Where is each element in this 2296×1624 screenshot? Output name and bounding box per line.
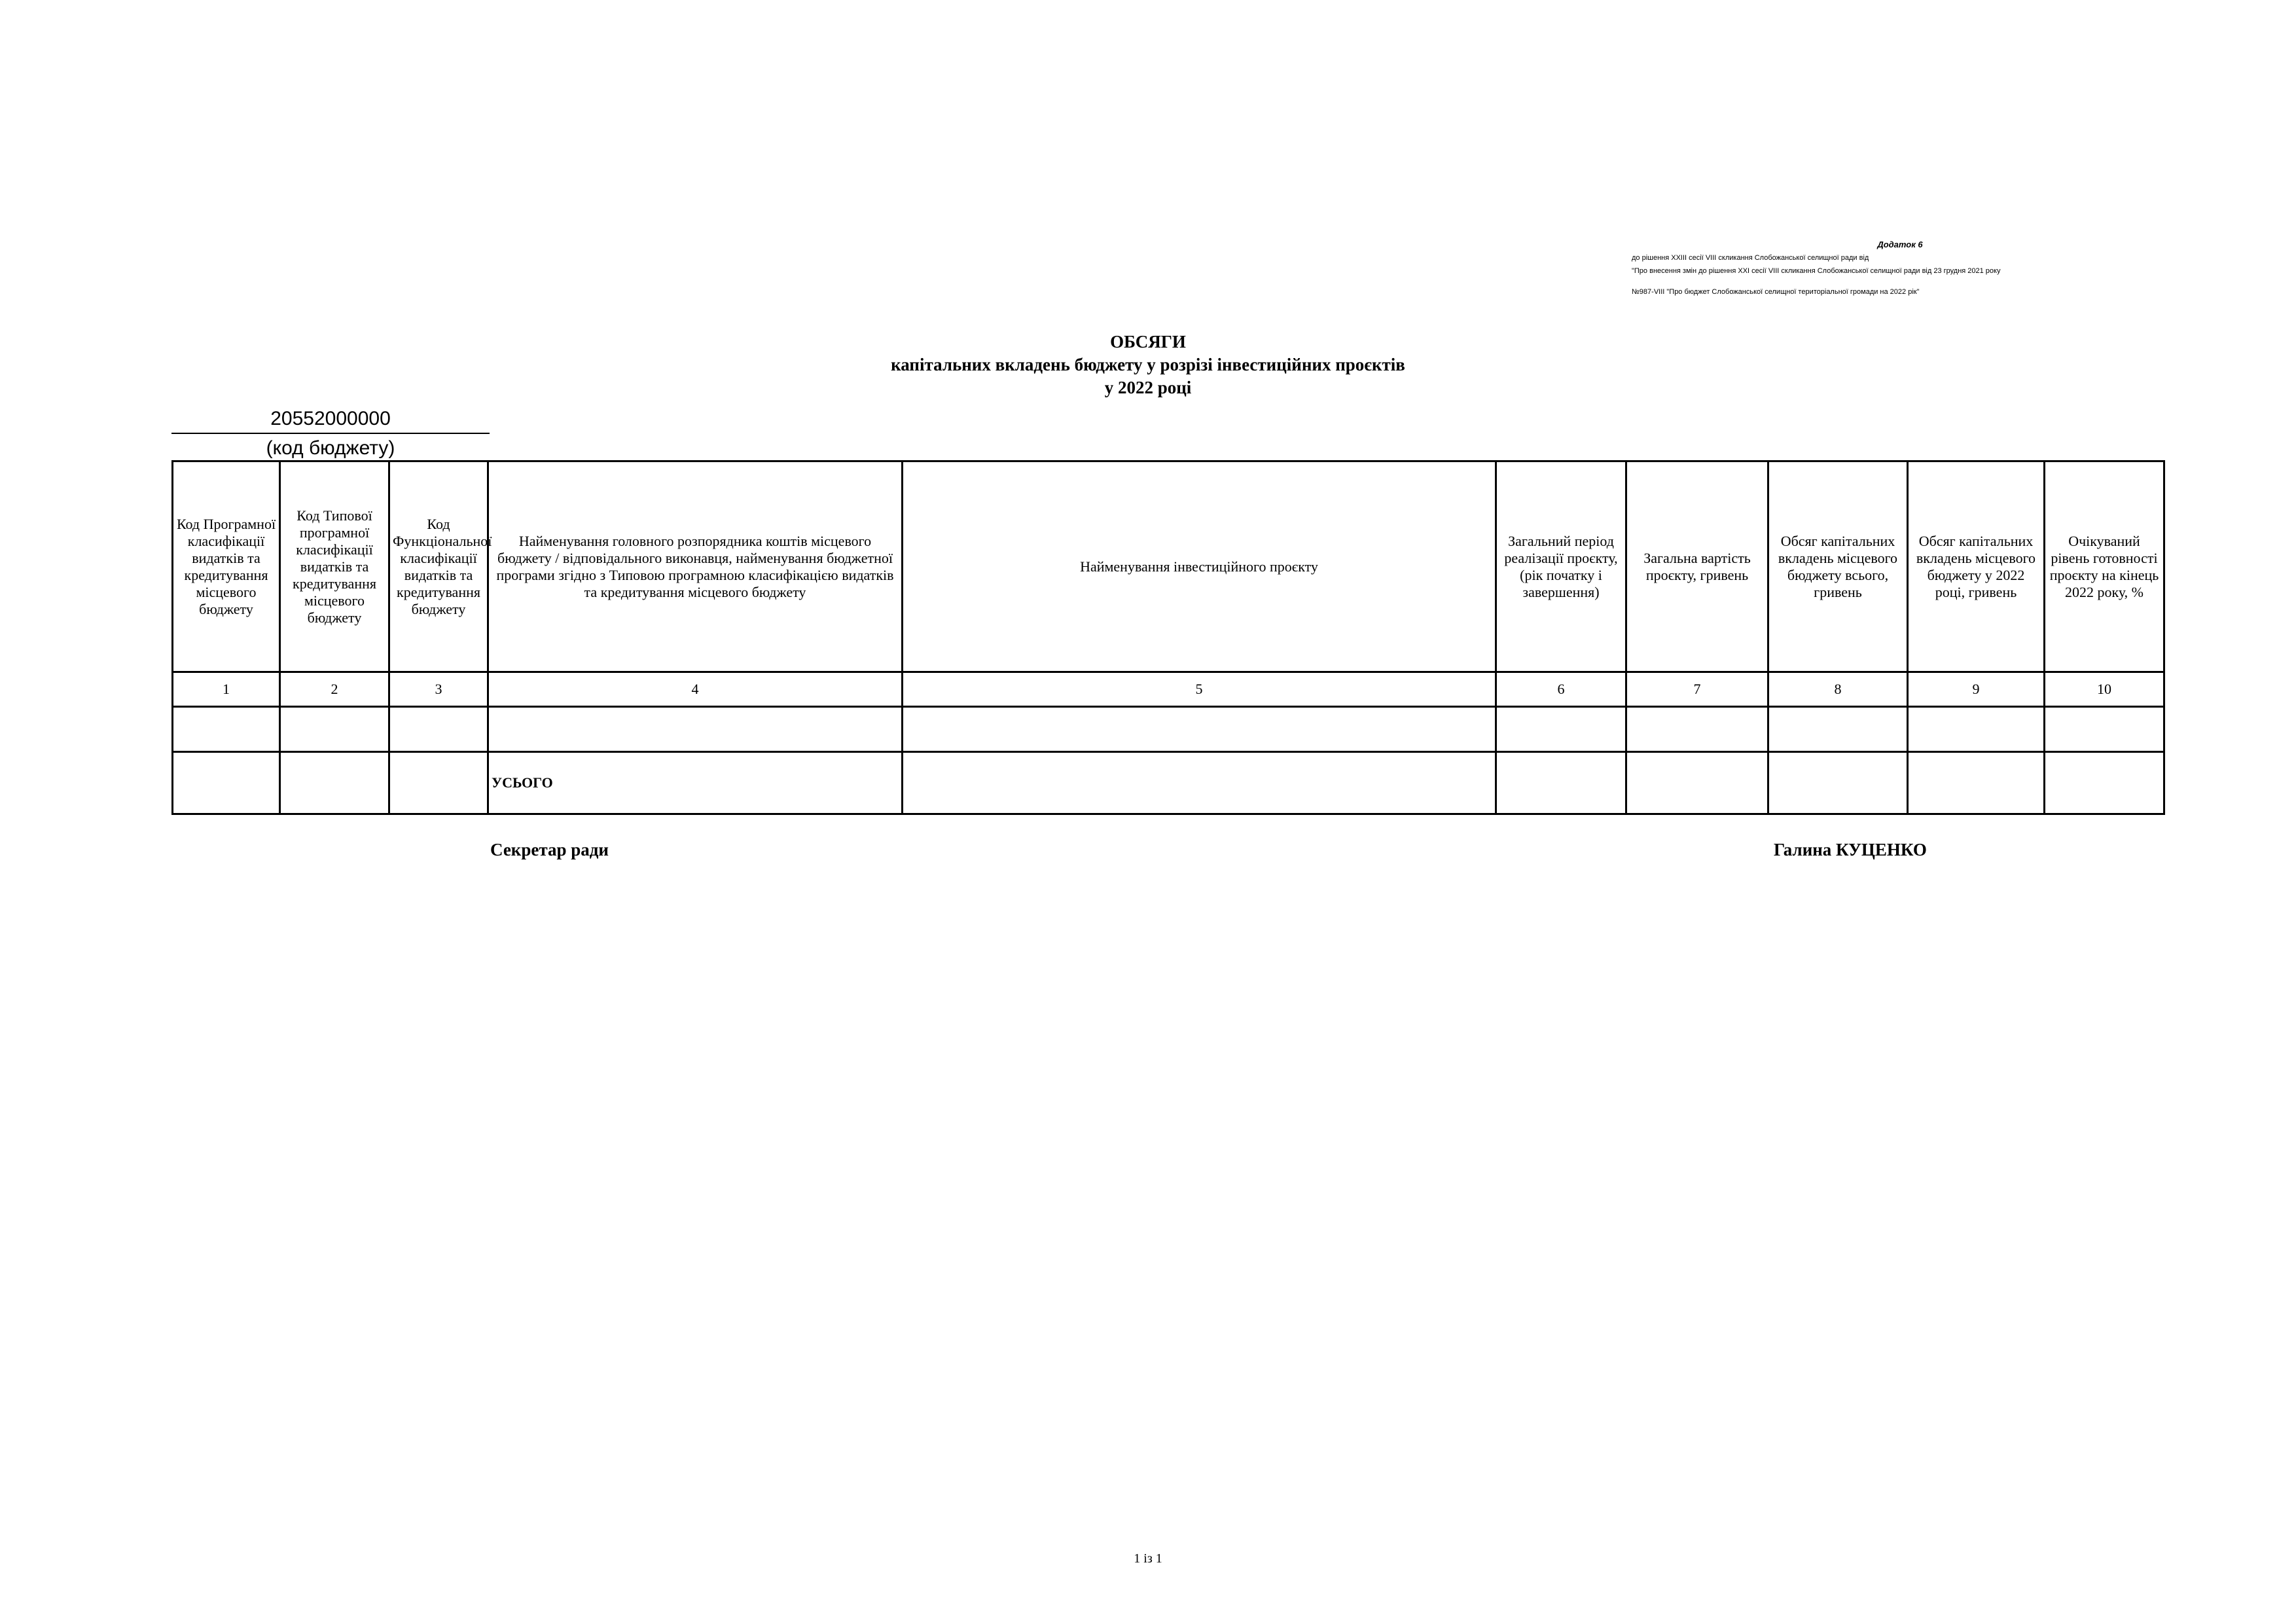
column-number: 5 (903, 672, 1496, 707)
title-line-2: капітальних вкладень бюджету у розрізі інвестиційних проєктів (891, 355, 1405, 374)
title-line-3: у 2022 році (1104, 378, 1192, 397)
annex-line-3: №987-VIII "Про бюджет Слобожанської селищної територіальної громади на 2022 рік" (1632, 288, 1920, 296)
annex-title: Додаток 6 (1877, 240, 1923, 249)
budget-code: 20552000000 (171, 406, 490, 434)
annex-note (1632, 238, 2168, 298)
total-label: УСЬОГО (488, 752, 903, 814)
signature-position: Секретар ради (490, 840, 609, 859)
column-number: 10 (2045, 672, 2164, 707)
table-cell (1496, 707, 1626, 752)
header-cell: Обсяг капітальних вкладень місцевого бюджету у 2022 році, гривень (1908, 461, 2045, 672)
header-cell: Обсяг капітальних вкладень місцевого бюджету всього, гривень (1768, 461, 1908, 672)
table-cell (1908, 752, 2045, 814)
column-number-row (173, 672, 2164, 707)
table-cell (2045, 752, 2164, 814)
column-number: 4 (488, 672, 903, 707)
table-cell (903, 707, 1496, 752)
table-cell (389, 752, 488, 814)
table-cell (173, 707, 280, 752)
header-cell: Код Типової програмної класифікації видатків та кредитування місцевого бюджету (280, 461, 389, 672)
column-number: 9 (1908, 672, 2045, 707)
table-cell (1908, 707, 2045, 752)
annex-line-1: до рішення XXIII сесії VIII скликання Слобожанської селищної ради від (1632, 254, 1869, 262)
table-cell (1626, 752, 1768, 814)
header-cell: Найменування головного розпорядника коштів місцевого бюджету / відповідального виконавця, найменування бюджетної програми згідно з Типовою програмною класифікацією видатків та кредитування місцевого бюджету (488, 461, 903, 672)
header-cell: Загальний період реалізації проєкту, (рік початку і завершення) (1496, 461, 1626, 672)
table-row (173, 707, 2164, 752)
budget-code-caption: (код бюджету) (266, 437, 395, 459)
table-cell (1626, 707, 1768, 752)
header-cell: Очікуваний рівень готовності проєкту на кінець 2022 року, % (2045, 461, 2164, 672)
header-cell: Найменування інвестиційного проєкту (903, 461, 1496, 672)
table-cell (280, 707, 389, 752)
table-cell (488, 707, 903, 752)
column-number: 2 (280, 672, 389, 707)
table-cell (389, 707, 488, 752)
header-cell: Код Програмної класифікації видатків та кредитування місцевого бюджету (173, 461, 280, 672)
total-row (173, 752, 2164, 814)
header-cell: Загальна вартість проєкту, гривень (1626, 461, 1768, 672)
table-cell (2045, 707, 2164, 752)
annex-line-2: "Про внесення змін до рішення XXI сесії VIII скликання Слобожанської селищної ради від 23 грудня 2021 року (1632, 267, 2001, 275)
title-line-1: ОБСЯГИ (1110, 332, 1186, 352)
investment-projects-table (171, 460, 2165, 815)
column-number: 1 (173, 672, 280, 707)
table-cell (173, 752, 280, 814)
header-cell: Код Функціональної класифікації видатків та кредитування бюджету (389, 461, 488, 672)
signature-name: Галина КУЦЕНКО (1774, 840, 1927, 859)
table-cell (1768, 707, 1908, 752)
column-number: 3 (389, 672, 488, 707)
table-cell (903, 752, 1496, 814)
table-header-row (173, 461, 2164, 672)
column-number: 8 (1768, 672, 1908, 707)
table-cell (1496, 752, 1626, 814)
document-title (0, 331, 2296, 399)
table-cell (280, 752, 389, 814)
table-cell (1768, 752, 1908, 814)
page-number: 1 із 1 (1134, 1551, 1162, 1566)
column-number: 7 (1626, 672, 1768, 707)
column-number: 6 (1496, 672, 1626, 707)
